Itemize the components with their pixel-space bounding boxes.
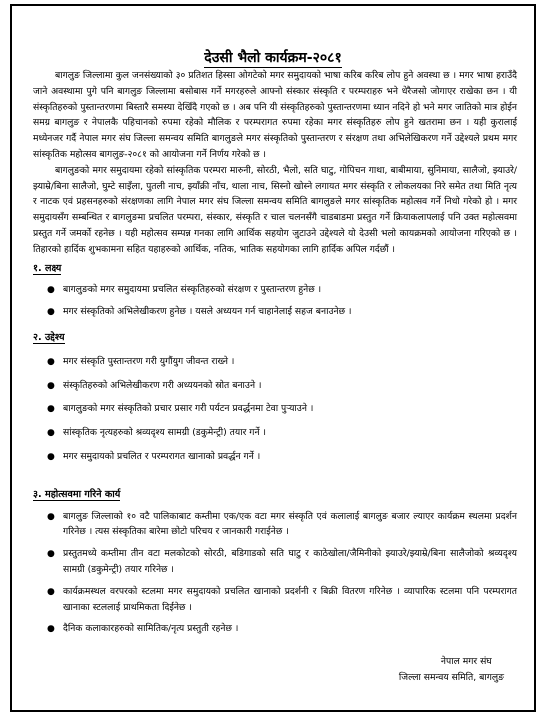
list-item: ● सांस्कृतिक नृत्यहरुको श्रव्यदृश्य सामग्री (डकुमेन्ट्री) तयार गर्ने ।: [33, 425, 517, 441]
bullet-icon: ●: [47, 285, 55, 296]
bullet-icon: ●: [47, 404, 55, 415]
section-heading-goal: १. लक्ष्य: [33, 262, 62, 274]
intro-paragraph-2: बागलुङको मगर समुदायमा रहेको सांस्कृतिक परम्परा मारुनी, सोरठी, भैलो, सति घाटु, गोपिचन गाथा, बाबीमाया, सुनिमाया, सालैजो, झ्याउरे/झ्याम्रे/बिना सालैजो, घुम्टे साइँला, पुतली नाच, झ्याँक्री नाँच, थाला नाच, सिस्नो खोस्ने लगायत मगर संस्कृति र लोकलयका निरे समेत तथा मिति नृत्य र नाटक एवं प्रहसनहरुको संरक्षणका लागि नेपाल मगर संघ जिल्ला समन्वय समिति बागलुङले मगर सांस्कृतिक महोत्सव गर्ने निधो गरेको हो । मगर समुदायसँग सम्बन्धित र बागलुङमा प्रचलित परम्परा, संस्कार, संस्कृति र चाल चलनसँगै चाडबाडमा प्रस्तुत गर्ने क्रियाकलापलाई पनि उक्त महोत्सवमा प्रस्तुत गर्ने जमर्को रहनेछ । यही महोत्सव सम्पन्न गनका लागि आर्थिक सहयोग जुटाउने उद्देश्यले यो देउसी भलो कायक्रमको आयोजना गरिएको छ । तिहारको हार्दिक शुभकामना सहित यहाहरुको आर्थिक, नतिक, भातिक सहयोगका लागि हार्दिक अपिल गर्दछौं ।: [33, 164, 517, 255]
list-item: ● बागलुङको मगर संस्कृतिको प्रचार प्रसार गरी पर्यटन प्रवर्द्धनमा टेवा पुऱ्याउने ।: [33, 401, 517, 417]
list-item: ● कार्यक्रमस्थल वरपरको स्टलमा मगर समुदायको प्रचलित खानाको प्रदर्शनी र बिक्री वितरण गरिनेछ । व्यापारिक स्टलमा पनि परम्परागत खानाका स्टललाई प्राथमिकता दिईनेछ ।: [47, 585, 517, 613]
bullet-icon: ●: [47, 356, 55, 367]
list-item: ● मगर समुदायको प्रचलित र परम्परागत खानाको प्रवर्द्धन गर्ने ।: [33, 449, 517, 465]
bullet-icon: ●: [47, 451, 55, 462]
document-body: [33, 68, 517, 637]
list-item: ● दैनिक कलाकारहरुको सामितिक/नृत्य प्रस्तुती रहनेछ ।: [33, 621, 517, 637]
signature-committee: जिल्ला समन्वय समिति, बागलुङ: [398, 672, 504, 683]
section-heading-activities: ३. महोत्सवमा गरिने कार्य: [33, 488, 121, 500]
bullet-icon: ●: [47, 624, 55, 635]
list-item: ● प्रस्तुतमध्ये कम्तीमा तीन वटा मलकोटको सोरठी, बडिगाडको सति घाटु र काठेखोला/जैमिनीको झ्याउरे/झ्याम्रे/बिना सालैजोको श्रव्यदृश्य सामग्री (डकुमेन्ट्री) तयार गरिनेछ ।: [47, 548, 517, 575]
document-page: [10, 4, 536, 712]
list-item: ● बागलुङको मगर समुदायमा प्रचलित संस्कृतिहरुको संरक्षण र पुस्तान्तरण हुनेछ ।: [33, 282, 517, 298]
section-heading-objectives: २. उद्देश्य: [33, 331, 65, 343]
bullet-icon: ●: [47, 511, 55, 522]
list-item: ● संस्कृतिहरुको अभिलेखीकरण गरी अध्ययनको स्रोत बनाउने ।: [33, 378, 517, 394]
list-item: ● मगर संस्कृति पुस्तान्तरण गरी युगौंयुग जीवन्त राख्ने ।: [33, 354, 517, 370]
bullet-icon: ●: [47, 307, 55, 318]
bullet-icon: ●: [47, 380, 55, 391]
objectives-list: [33, 354, 517, 465]
bullet-icon: ●: [47, 586, 55, 597]
bullet-icon: ●: [47, 549, 55, 560]
goal-list: [33, 282, 517, 320]
activities-list: [33, 509, 517, 638]
list-item: ● बागलुङ जिल्लाको १० वटै पालिकाबाट कम्तीमा एक/एक वटा मगर संस्कृति एवं कलालाई बागलुङ बजार ल्याएर कार्यक्रम स्थलमा प्रदर्शन गरिनेछ । त्यस संस्कृतिका बारेमा छोटो परिचय र जानकारी गराईनेछ ।: [47, 510, 517, 538]
intro-paragraph-1: बागलुङ जिल्लामा कुल जनसंख्याको ३० प्रतिशत हिस्सा ओगटेको मगर समुदायको भाषा करिब करिब लोप हुने अवस्था छ । मगर भाषा हराउँदै जाने अवस्थामा पुगे पनि बागलुङ जिल्लामा बसोबास गर्ने मगरहरुले आफ्नो संस्कार संस्कृति र परम्पराहरु भने धेरैजसो जोगाएर राखेका छन । यी संस्कृतिहरुको पुस्तान्तरणमा बिस्तारै समस्या देखिँदै गएको छ । अब पनि यी संस्कृतिहरुको पुस्तान्तरणमा ध्यान नदिने हो भने मगर जातिको मात्र होईन समग्र बागलुङ र नेपालकै पहिचानको रुपमा रहेको मौलिक र परम्परागत रुपमा रहेका मगर संस्कृतिहरु लोप हुने खतरामा छन । यही कुरालाई मध्येनजर गर्दै नेपाल मगर संघ जिल्ला समन्वय समिति बागलुङले मगर संस्कृतिको पुस्तान्तरण र संरक्षण तथा अभिलेखिकरण गर्ने उद्देश्यले प्रथम मगर सांस्कृतिक महोत्सव बागलुङ-२०८१ को आयोजना गर्ने निर्णय गरेको छ ।: [33, 70, 517, 160]
signature-block: [399, 654, 504, 686]
signature-org: नेपाल मगर संघ: [440, 656, 492, 667]
list-item: ● मगर संस्कृतिको अभिलेखीकरण हुनेछ । यसले अध्ययन गर्न चाहानेलाई सहज बनाउनेछ ।: [33, 304, 517, 320]
document-title: देउसी भैलो कार्यक्रम-२०८१: [204, 50, 342, 66]
bullet-icon: ●: [47, 428, 55, 439]
